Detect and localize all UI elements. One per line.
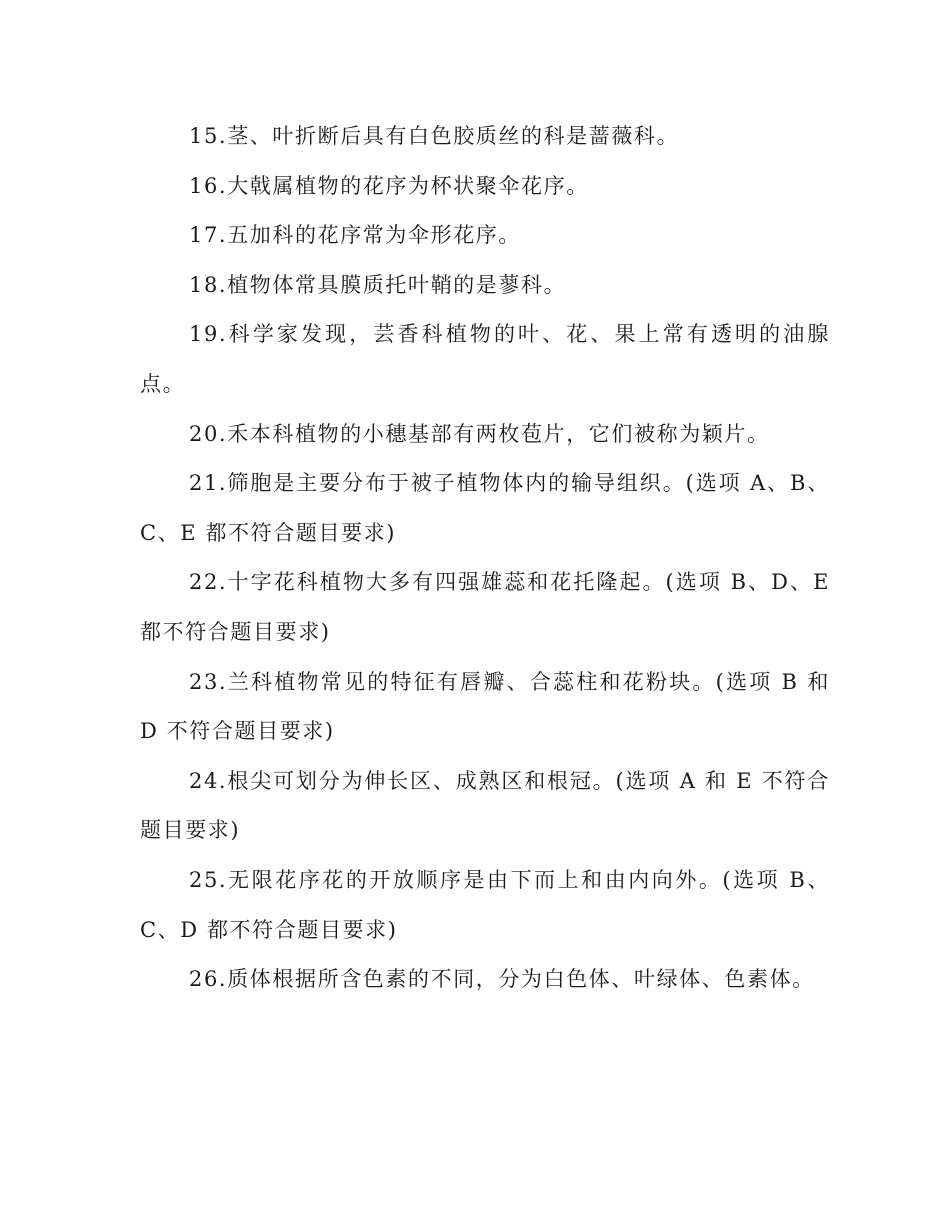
- statement-25: 25.无限花序花的开放顺序是由下而上和由内向外。(选项 B、C、D 都不符合题目要求): [140, 867, 830, 942]
- statement-24: 24.根尖可划分为伸长区、成熟区和根冠。(选项 A 和 E 不符合题目要求): [140, 768, 830, 843]
- statement-26: 26.质体根据所含色素的不同，分为白色体、叶绿体、色素体。: [189, 967, 815, 992]
- statement-22: 22.十字花科植物大多有四强雄蕊和花托隆起。(选项 B、D、E 都不符合题目要求): [140, 570, 830, 644]
- statement-18: 18.植物体常具膜质托叶鞘的是蓼科。: [189, 272, 567, 297]
- statement-20: 20.禾本科植物的小穗基部有两枚苞片，它们被称为颖片。: [189, 421, 770, 446]
- statement-15: 15.茎、叶折断后具有白色胶质丝的科是蔷薇科。: [189, 124, 680, 148]
- statement-21: 21.筛胞是主要分布于被子植物体内的输导组织。(选项 A、B、C、E 都不符合题目要求): [140, 471, 830, 545]
- statement-16: 16.大戟属植物的花序为杯状聚伞花序。: [189, 173, 589, 198]
- statement-17: 17.五加科的花序常为伞形花序。: [189, 223, 521, 248]
- statement-23: 23.兰科植物常见的特征有唇瓣、合蕊柱和花粉块。(选项 B 和 D 不符合题目要求): [140, 669, 830, 744]
- statement-19: 19.科学家发现，芸香科植物的叶、花、果上常有透明的油腺点。: [140, 322, 830, 396]
- document-body: [140, 112, 830, 1005]
